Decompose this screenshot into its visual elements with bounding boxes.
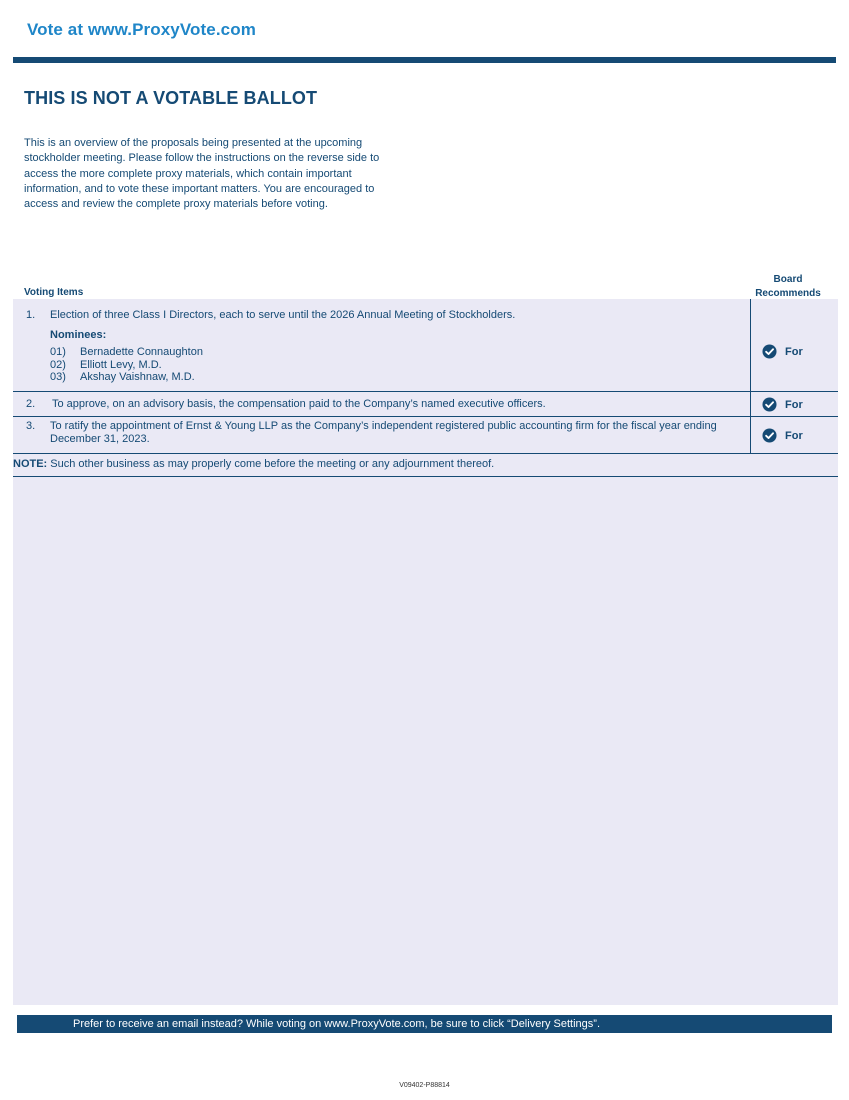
- check-circle-icon: [762, 428, 777, 443]
- ballot-intro: This is an overview of the proposals being presented at the upcoming stockholder meeting. Please follow the instructions on the reverse side to access the more complete proxy materials, which contain important information, and to vote these important matters. You are encouraged to access and review the complete proxy materials before voting.: [24, 137, 380, 211]
- check-circle-icon: [762, 344, 777, 359]
- nominee-number: 01): [50, 346, 66, 358]
- item-description: Election of three Class I Directors, each to serve until the 2026 Annual Meeting of Stockholders.: [50, 309, 516, 321]
- column-divider: [750, 392, 751, 416]
- column-divider: [750, 417, 751, 453]
- nominee-item: [50, 359, 203, 372]
- delivery-settings-banner: Prefer to receive an email instead? While voting on www.ProxyVote.com, be sure to click “Delivery Settings”.: [17, 1015, 832, 1033]
- column-divider: [750, 299, 751, 391]
- proxyvote-link[interactable]: Vote at www.ProxyVote.com: [27, 20, 256, 39]
- check-circle-icon: [762, 397, 777, 412]
- item-description: To approve, on an advisory basis, the compensation paid to the Company’s named executive officers.: [52, 398, 546, 410]
- recommendation-label: For: [785, 345, 803, 358]
- note-row: [13, 454, 838, 477]
- note-label: NOTE:: [13, 458, 48, 470]
- board-recommends-header: Board Recommends: [755, 274, 821, 299]
- voting-items-header: Voting Items: [24, 287, 84, 298]
- nominee-list: [50, 346, 203, 384]
- voting-item-2: [13, 392, 838, 417]
- nominee-item: [50, 371, 203, 384]
- recommendation-label: For: [785, 398, 803, 411]
- voting-item-1: [13, 299, 838, 392]
- nominee-number: 03): [50, 371, 66, 383]
- voting-item-3: [13, 417, 838, 454]
- nominee-name: Bernadette Connaughton: [80, 346, 203, 358]
- item-description: To ratify the appointment of Ernst & Young LLP as the Company’s independent registered public accounting firm for the fiscal year ending December 31, 2023.: [50, 420, 717, 445]
- nominee-name: Akshay Vaishnaw, M.D.: [80, 371, 195, 383]
- recommendation-for: [762, 428, 803, 443]
- header-divider: [13, 57, 836, 63]
- document-code: V09402-P88814: [399, 1082, 450, 1089]
- recommendation-for: [762, 344, 803, 359]
- note-body: Such other business as may properly come before the meeting or any adjournment thereof.: [47, 458, 495, 470]
- recommendation-for: [762, 397, 803, 412]
- nominee-item: [50, 346, 203, 359]
- recommendation-label: For: [785, 429, 803, 442]
- ballot-title: THIS IS NOT A VOTABLE BALLOT: [24, 88, 318, 108]
- item-number: 3.: [26, 420, 36, 432]
- nominees-label: Nominees:: [50, 329, 107, 341]
- note-text: [13, 458, 494, 470]
- item-number: 1.: [26, 309, 36, 321]
- nominee-number: 02): [50, 358, 66, 371]
- item-number: 2.: [26, 398, 36, 410]
- nominee-name: Elliott Levy, M.D.: [80, 358, 162, 371]
